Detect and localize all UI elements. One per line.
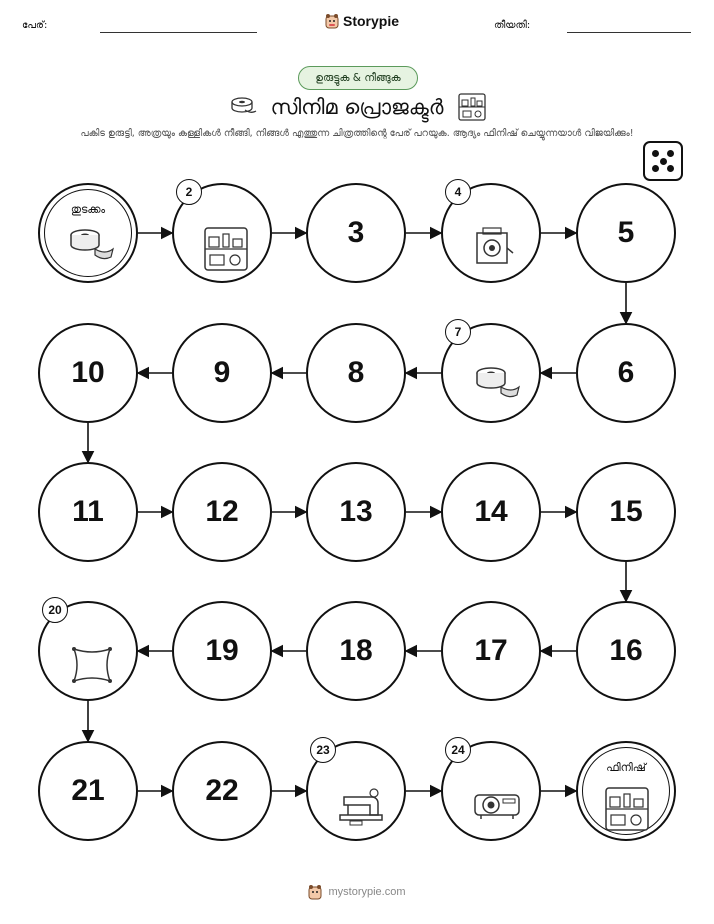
board-cell-22[interactable] [172, 741, 272, 841]
board-cell-24[interactable] [441, 741, 541, 841]
cell-number: 13 [339, 495, 373, 528]
mascot-icon [308, 884, 322, 900]
cell-number: 18 [339, 634, 373, 667]
projector-box-icon [471, 225, 515, 273]
cell-number: 8 [347, 356, 365, 389]
instructions: പകിട ഉരുട്ടി, അത്രയും കള്ളികൾ നീങ്ങി, നിങ്ങൾ എത്തുന്ന ചിത്രത്തിന്റെ പേര് പറയുക. ആദ്യം ഫിനിഷ് ചെയ്യുന്നയാൾ വിജയിക്കും! [80, 128, 634, 139]
sewing-machine-icon [336, 783, 386, 831]
cell-number: 3 [347, 216, 365, 249]
cell-number-badge: 24 [445, 737, 471, 763]
equipment-shelf-icon [202, 225, 250, 277]
cell-number: 6 [617, 356, 635, 389]
board-cell-5[interactable] [576, 183, 676, 283]
cell-number: 16 [609, 634, 643, 667]
board-cell-12[interactable] [172, 462, 272, 562]
board-cell-2[interactable] [172, 183, 272, 283]
board-cell-4[interactable] [441, 183, 541, 283]
board-cell-10[interactable] [38, 323, 138, 423]
cell-number: 19 [205, 634, 239, 667]
board-cell-3[interactable] [306, 183, 406, 283]
board-cell-6[interactable] [576, 323, 676, 423]
start-label: തുടക്കം [70, 203, 106, 216]
cell-number: 9 [213, 356, 231, 389]
footer-site[interactable]: mystorypie.com [328, 886, 406, 898]
equipment-shelf-icon [603, 785, 651, 837]
board-cell-19[interactable] [172, 601, 272, 701]
projector-icon [471, 783, 523, 827]
board-cell-20[interactable] [38, 601, 138, 701]
board-cell-21[interactable] [38, 741, 138, 841]
board-cell-23[interactable] [306, 741, 406, 841]
cell-number-badge: 4 [445, 179, 471, 205]
board-cell-18[interactable] [306, 601, 406, 701]
date-label: തീയതി: [494, 20, 531, 31]
board-cell-11[interactable] [38, 462, 138, 562]
board-cell-15[interactable] [576, 462, 676, 562]
board-cell-25[interactable] [576, 741, 676, 841]
board-cell-8[interactable] [306, 323, 406, 423]
screen-cloth-icon [68, 643, 116, 691]
film-reel-icon [471, 365, 521, 405]
board-cell-14[interactable] [441, 462, 541, 562]
page-title: സിനിമ പ്രൊജക്ടർ [270, 94, 444, 119]
cell-number-badge: 7 [445, 319, 471, 345]
board-cell-7[interactable] [441, 323, 541, 423]
board-cell-13[interactable] [306, 462, 406, 562]
cell-number: 14 [474, 495, 508, 528]
board-cell-17[interactable] [441, 601, 541, 701]
film-reel-icon [65, 227, 115, 267]
board-cell-9[interactable] [172, 323, 272, 423]
cell-number: 5 [617, 216, 635, 249]
board-cell-1[interactable] [38, 183, 138, 283]
game-tag: ഉരുട്ടുക & നീങ്ങുക [298, 66, 418, 90]
cell-number: 11 [72, 495, 104, 528]
cell-number-badge: 2 [176, 179, 202, 205]
finish-label: ഫിനിഷ് [606, 761, 646, 774]
brand-name: Storypie [343, 13, 400, 29]
board-cell-16[interactable] [576, 601, 676, 701]
cell-number: 17 [474, 634, 508, 667]
name-label: പേര്: [22, 20, 48, 31]
cell-number: 21 [71, 774, 105, 807]
cell-number-badge: 23 [310, 737, 336, 763]
cell-number-badge: 20 [42, 597, 68, 623]
footer [0, 884, 714, 900]
cell-number: 22 [205, 774, 239, 807]
cell-number: 10 [71, 356, 105, 389]
cell-number: 15 [609, 495, 643, 528]
cell-number: 12 [205, 495, 239, 528]
